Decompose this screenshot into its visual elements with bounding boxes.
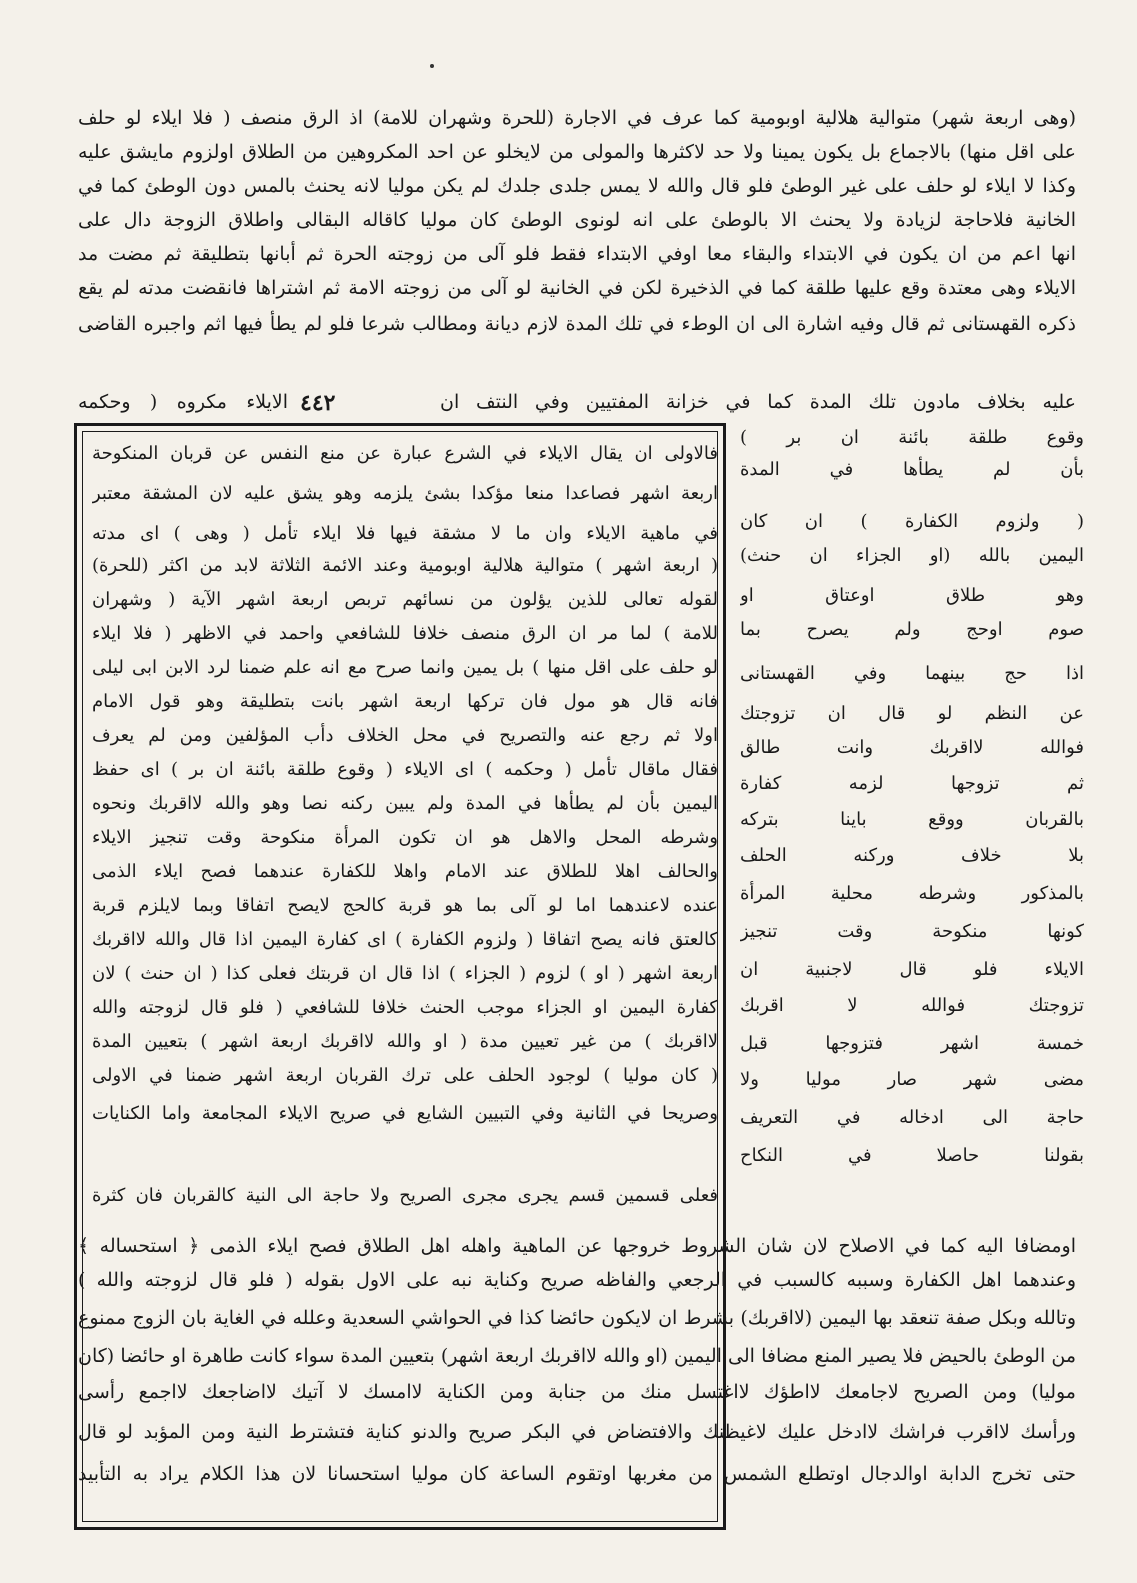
commentary-line: اولا ثم رجع عنه والتصريح في محل الخلاف دأب المؤلفين ومن لم يعرف [92, 725, 718, 746]
top-text-line: الايلاء وهى معتدة وقع عليها طلقة كما في الذخيرة لكن في الخانية لو آلى من زوجته الامة ثم اشتراها فانقضت مدته لم يقع [78, 277, 1076, 299]
commentary-line: لااقربك ) من غير تعيين مدة ( او والله لااقربك اربعة اشهر ) بتعيين المدة [92, 1031, 718, 1052]
top-text-line-end: الايلاء مكروه ( وحكمه [78, 391, 288, 413]
top-text-line: ذكره القهستانى ثم قال وفيه اشارة الى ان الوطء في تلك المدة لازم ديانة ومطالب شرعا فلو لم يطأ فيها اثم واجبره القاضى [78, 313, 1076, 335]
commentary-line: في ماهية الايلاء وان ما لا مشقة فيها فلا ايلاء تأمل ( وهى ) اى مدته [92, 523, 718, 544]
side-column-line: ثم تزوجها لزمه كفارة [740, 773, 1084, 794]
bottom-text-line: من الوطئ بالحيض فلا يصير المنع مضافا الى اليمين (او والله لااقربك اربعة اشهر) بتعيين المدة سواء كانت طاهرة او حائضا (كان [78, 1345, 1076, 1367]
top-text-line: الخانية فلاحاجة لزيادة ولا يحنث الا بالوطئ على انه لونوى الوطئ كان موليا كاقاله البقالى واطلاق الزوجة دال على [78, 209, 1076, 231]
bottom-text-line: وعندهما اهل الكفارة وسببه كالسبب في الرجعي والفاظه صريح وكناية نبه على الاول بقوله ( فلو قال لزوجته والله ) [78, 1269, 1076, 1291]
commentary-line: فعلى قسمين قسم يجرى مجرى الصريح ولا حاجة الى النية كالقربان فان كثرة [92, 1185, 718, 1206]
side-column-line: خمسة اشهر فتزوجها قبل [740, 1033, 1084, 1054]
top-text-line: وكذا لا ايلاء لو حلف على غير الوطئ فلو قال والله لا يمس جلدى جلدك لم يكن موليا لانه يحنث بالمس دون الوطئ كما في [78, 175, 1076, 197]
side-column-line: حاجة الى ادخاله في التعريف [740, 1107, 1084, 1128]
side-column-line: وهو طلاق اوعتاق او [740, 585, 1084, 606]
side-column-line: بأن لم يطأها في المدة [740, 459, 1084, 480]
commentary-line: فالاولى ان يقال الايلاء في الشرع عبارة عن منع النفس عن قربان المنكوحة [92, 443, 718, 464]
top-text-line: (وهى اربعة شهر) متوالية هلالية اوبومية كما عرف في الاجارة (للحرة وشهران للامة) اذ الرق منصف ( فلا ايلاء لو حلف [78, 107, 1076, 129]
ink-dot [430, 64, 434, 68]
commentary-line: ( كان موليا ) لوجود الحلف على ترك القربان اربعة اشهر ضمنا في الاولى [92, 1065, 718, 1086]
top-text-line: انها اعم من ان يكون في الابتداء والبقاء معا اوفي الابتداء فقط فلو آلى من زوجته الحرة ثم أبانها بتطليقة ثم مضت مد [78, 243, 1076, 265]
commentary-line: فانه قال هو مول فان تركها اربعة اشهر بانت بتطليقة وهو قول الامام [92, 691, 718, 712]
side-column-line: وقوع طلقة بائنة ان بر ) [740, 427, 1084, 448]
side-column-line: كونها منكوحة وقت تنجيز [740, 921, 1084, 942]
side-column-line: تزوجتك فوالله لا اقربك [740, 995, 1084, 1016]
commentary-line: كفارة اليمين او الجزاء موجب الحنث خلافا للشافعي ( فلو قال لزوجته والله [92, 997, 718, 1018]
bottom-text-line: حتى تخرج الدابة اوالدجال اوتطلع الشمس من مغربها اوتقوم الساعة كان موليا استحسانا لان هذا الكلام يراد به التأبيد [78, 1463, 1076, 1485]
commentary-line: اليمين بأن لم يطأها في المدة ولم يبين ركنه نصا وهو والله لااقربك ونحوه [92, 793, 718, 814]
bottom-text-line: وتالله وبكل صفة تنعقد بها اليمين (لااقربك) بشرط ان لايكون حائضا كذا في الحواشي السعدية وعلله في الغاية بان الزوج ممنوع [78, 1307, 1076, 1329]
commentary-line: وصريحا في الثانية وفي التبيين الشايع في صريح الايلاء المجامعة واما الكنايات [92, 1103, 718, 1124]
side-column-line: الايلاء فلو قال لاجنبية ان [740, 959, 1084, 980]
commentary-line: اربعة اشهر ( او ) لزوم ( الجزاء ) اذا قال ان قربتك فعلى كذا ( ان حنث ) لان [92, 963, 718, 984]
page-number: ٤٤٢ [300, 390, 336, 416]
side-column-line: بقولنا حاصلا في النكاح [740, 1145, 1084, 1166]
side-column-line: فوالله لااقربك وانت طالق [740, 737, 1084, 758]
commentary-line: ( اربعة اشهر ) متوالية هلالية اوبومية وعند الائمة الثلاثة لابد من اكثر (للحرة) [92, 555, 718, 576]
bottom-text-line: اومضافا اليه كما في الاصلاح لان شان الشروط خروجها عن الماهية واهله اهل الطلاق فصح ايلاء الذمى ﴿ استحساله ﴾ [78, 1235, 1076, 1257]
commentary-line: وشرطه المحل والاهل هو ان تكون المرأة منكوحة وقت تنجيز الايلاء [92, 827, 718, 848]
bottom-text-line: موليا) ومن الصريح لاجامعك لااطؤك لااغتسل منك من جنابة ومن الكناية لاامسك لا آتيك لااضاجعك لااجمع رأسى [78, 1381, 1076, 1403]
side-column-line: بلا خلاف وركنه الحلف [740, 845, 1084, 866]
side-column-line: عن النظم لو قال ان تزوجتك [740, 703, 1084, 724]
commentary-line: اربعة اشهر فصاعدا منعا مؤكدا بشئ يلزمه وهو يشق عليه لان المشقة معتبر [92, 483, 718, 504]
side-column-line: بالقربان ووقع باينا بتركه [740, 809, 1084, 830]
bottom-text-line: ورأسك لااقرب فراشك لاادخل عليك لاغيظنك والافتضاض في البكر صريح والدنو كناية فتشترط النية ومن المؤبد لو قال [78, 1421, 1076, 1443]
commentary-line: عنده لاعندهما اما لو آلى بما هو قربة كالحج لايصح اتفاقا وبما لايلزم قربة [92, 895, 718, 916]
side-column-line: ( ولزوم الكفارة ) ان كان [740, 511, 1084, 532]
commentary-line: لو حلف على اقل منها ) بل يمين وانما صرح مع انه علم ضمنا لرد الابن ابى ليلى [92, 657, 718, 678]
side-column-line: اذا حج بينهما وفي القهستانى [740, 663, 1084, 684]
side-column-line: مضى شهر صار موليا ولا [740, 1069, 1084, 1090]
side-column-line: اليمين بالله (او الجزاء ان حنث) [740, 545, 1084, 566]
commentary-line: كالعتق فانه يصح اتفاقا ( ولزوم الكفارة ) اى كفارة اليمين اذا قال والله لااقربك [92, 929, 718, 950]
top-text-line: على اقل منها) بالاجماع بل يكون يمينا ولا حد لاكثرها والمولى من لايخلو عن احد المكروهين من الطلاق اولزوم مايشق عليه [78, 141, 1076, 163]
commentary-line: والحالف اهلا للطلاق عند الامام واهلا للكفارة عندهما فصح ايلاء الذمى [92, 861, 718, 882]
commentary-line: للامة ) لما مر ان الرق منصف خلافا للشافعي واحمد في الاظهر ( فلا ايلاء [92, 623, 718, 644]
commentary-line: لقوله تعالى للذين يؤلون من نسائهم تربص اربعة اشهر الآية ( وشهران [92, 589, 718, 610]
side-column-line: صوم اوحج ولم يصرح بما [740, 619, 1084, 640]
commentary-line: فقال ماقال تأمل ( وحكمه ) اى الايلاء ( وقوع طلقة بائنة ان بر ) اى حفظ [92, 759, 718, 780]
top-text-line: عليه بخلاف مادون تلك المدة كما في خزانة المفتيين وفي النتف ان [440, 391, 1076, 413]
side-column-line: بالمذكور وشرطه محلية المرأة [740, 883, 1084, 904]
